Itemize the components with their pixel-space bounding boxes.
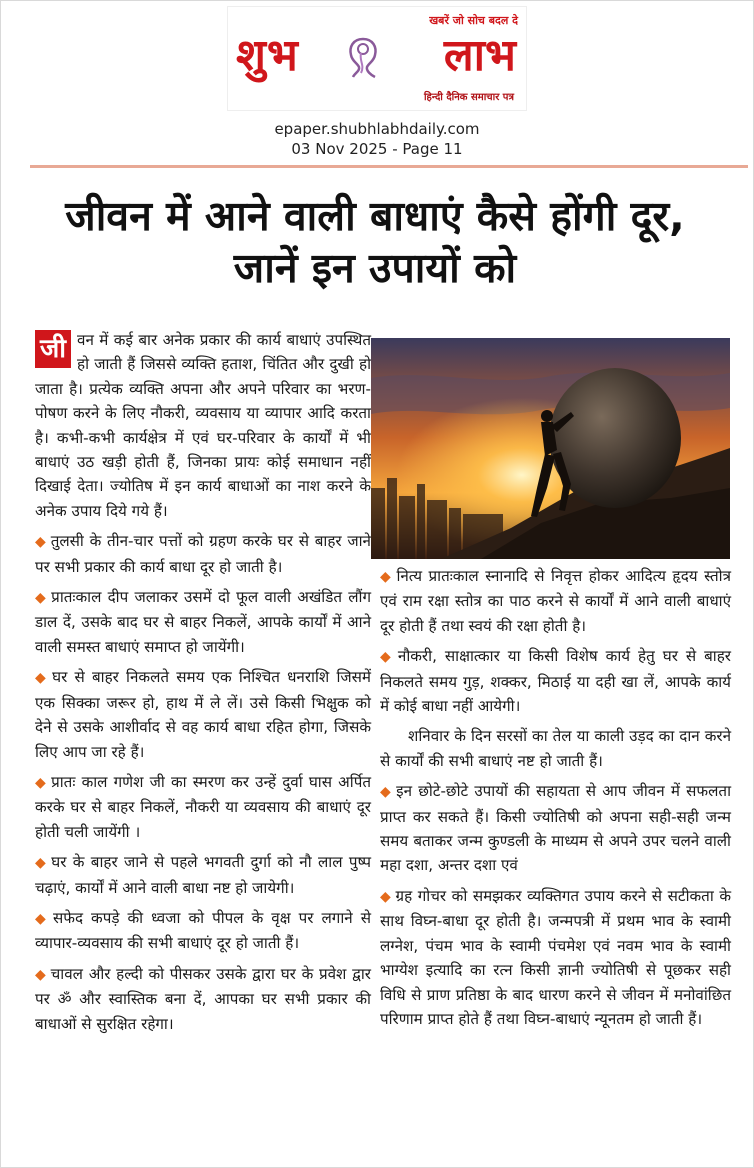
- paragraph-text: प्रातःकाल दीप जलाकर उसमें दो फूल वाली अखंडित लौंग डाल दें, उसके बाद घर से बाहर निकलें, आपके कार्यों में आने वाली समस्त बाधाएं समाप्त हो जायेंगी।: [35, 588, 371, 656]
- right-paragraph: [380, 564, 731, 638]
- right-paragraph: [380, 644, 731, 718]
- paragraph-text: सफेद कपड़े की ध्वजा को पीपल के वृक्ष पर लगाने से व्यापार-व्यवसाय की सभी बाधाएं दूर हो जाती हैं।: [35, 908, 371, 953]
- dropcap: जी: [35, 330, 71, 368]
- diamond-bullet-icon: ◆: [380, 569, 393, 585]
- diamond-bullet-icon: ◆: [35, 590, 48, 607]
- right-paragraph: [380, 779, 731, 878]
- left-paragraph: [35, 665, 371, 764]
- brand-name-left: शुभ: [236, 30, 299, 81]
- left-paragraph: [35, 850, 371, 900]
- diamond-bullet-icon: ◆: [380, 649, 394, 666]
- article-column-left: [35, 328, 371, 1042]
- left-paragraph: [35, 529, 371, 579]
- masthead-tagline: खबरें जो सोच बदल दे: [429, 14, 518, 27]
- article-photo: [371, 338, 730, 559]
- edition-site: epaper.shubhlabhdaily.com: [274, 120, 480, 138]
- masthead-subtag: हिन्दी दैनिक समाचार पत्र: [423, 92, 514, 103]
- diamond-bullet-icon: ◆: [35, 910, 49, 927]
- left-paragraph: [35, 585, 371, 659]
- paragraph-text: नित्य प्रातःकाल स्नानादि से निवृत्त होकर आदित्य हृदय स्तोत्र एवं राम रक्षा स्तोत्र का पाठ करने से कार्यों में आने वाली बाधाएं दूर होती हैं तथा स्वयं की रक्षा होती है।: [380, 567, 731, 635]
- diamond-bullet-icon: ◆: [35, 855, 48, 872]
- right-paragraph-list: [380, 564, 731, 1031]
- left-paragraph: [35, 962, 371, 1036]
- right-paragraph: [380, 884, 731, 1031]
- boulder-sunset-image: [371, 338, 730, 559]
- paragraph-text: चावल और हल्दी को पीसकर उसके द्वारा घर के प्रवेश द्वार पर ॐ और स्वास्तिक बना दें, आपका घर सभी प्रकार की बाधाओं से सुरक्षित रहेगा।: [35, 964, 371, 1033]
- intro-text: वन में कई बार अनेक प्रकार की कार्य बाधाएं उपस्थित हो जाती हैं जिससे व्यक्ति हताश, चिंतित और दुखी हो जाता है। प्रत्येक व्यक्ति अपना और अपने परिवार का भरण-पोषण करने के लिए नौकरी, व्यवसाय या व्यापार आदि करता है। कभी-कभी कार्यक्षेत्र में एवं घर-परिवार के कार्यों में भी बाधाएं उठ खड़ी होती हैं, जिनका प्रायः कोई समाधान नहीं दिखाई देता। ज्योतिष में इन कार्य बाधाओं का नाश करने के अनेक उपाय दिये गये हैं।: [35, 331, 371, 520]
- edition-date-page: 03 Nov 2025 - Page 11: [291, 140, 463, 158]
- right-paragraph: [380, 724, 731, 773]
- paragraph-text: तुलसी के तीन-चार पत्तों को ग्रहण करके घर से बाहर जाने पर सभी प्रकार की कार्य बाधा दूर हो जाती है।: [35, 532, 371, 576]
- masthead-logo: [228, 7, 526, 110]
- left-paragraph: [35, 906, 371, 956]
- article-intro: [35, 328, 371, 523]
- left-paragraph-list: [35, 529, 371, 1036]
- diamond-bullet-icon: ◆: [35, 774, 48, 791]
- diamond-bullet-icon: ◆: [35, 670, 49, 687]
- article-column-right: [380, 564, 731, 1037]
- brand-name-right: लाभ: [443, 30, 516, 81]
- header-divider: [30, 165, 748, 168]
- paragraph-text: घर से बाहर निकलते समय एक निश्चित धनराशि जिसमें एक सिक्का जरूर हो, हाथ में ले लें। उसे किसी भिक्षुक को देने से उसके आशीर्वाद से वह कार्य बाधा रहित होगा, जिसके लिए आप जा रहे हैं।: [35, 668, 371, 761]
- diamond-bullet-icon: ◆: [380, 784, 393, 801]
- paragraph-text: ग्रह गोचर को समझकर व्यक्तिगत उपाय करने से सटीकता के साथ विघ्न-बाधा दूर होती है। जन्मपत्री में प्रथम भाव के स्वामी लग्नेश, पंचम भाव के स्वामी पंचमेश एवं नवम भाव के स्वामी भाग्येश इत्यादि का रत्न किसी ज्ञानी ज्योतिषी से पूछकर सही विधि से प्राण प्रतिष्ठा के बाद धारण करने से जीवन में मनोवांछित परिणाम प्राप्त होते हैं तथा विघ्न-बाधाएं न्यूनतम हो जाती हैं।: [380, 886, 731, 1028]
- paragraph-text: नौकरी, साक्षात्कार या किसी विशेष कार्य हेतु घर से बाहर निकलते समय गुड़, शक्कर, मिठाई या दही खा लें, आपके कार्य में कोई बाधा नहीं आयेगी।: [380, 647, 731, 716]
- ganesh-icon: [341, 33, 385, 81]
- paragraph-text: इन छोटे-छोटे उपायों की सहायता से आप जीवन में सफलता प्राप्त कर सकते हैं। किसी ज्योतिषी को अपना सही-सही जन्म समय बताकर जन्म कुण्डली के माध्यम से अपने उपर चलने वाली महा दशा, अन्तर दशा एवं: [380, 782, 731, 875]
- left-paragraph: [35, 770, 371, 844]
- diamond-bullet-icon: ◆: [380, 888, 392, 905]
- diamond-bullet-icon: ◆: [35, 966, 47, 983]
- paragraph-text: घर के बाहर जाने से पहले भगवती दुर्गा को नौ लाल पुष्प चढ़ाएं, कार्यों में आने वाली बाधा नष्ट हो जायेगी।: [35, 853, 371, 897]
- article-headline: जीवन में आने वाली बाधाएं कैसे होंगी दूर, जानें इन उपायों को: [65, 192, 685, 292]
- diamond-bullet-icon: ◆: [35, 534, 47, 551]
- paragraph-text: प्रातः काल गणेश जी का स्मरण कर उन्हें दुर्वा घास अर्पित करके घर से बाहर निकलें, नौकरी या व्यवसाय की बाधाएं दूर होती चली जायेंगी ।: [35, 772, 371, 841]
- paragraph-text: शनिवार के दिन सरसों का तेल या काली उड़द का दान करने से कार्यों की सभी बाधाएं नष्ट हो जाती हैं।: [380, 727, 731, 770]
